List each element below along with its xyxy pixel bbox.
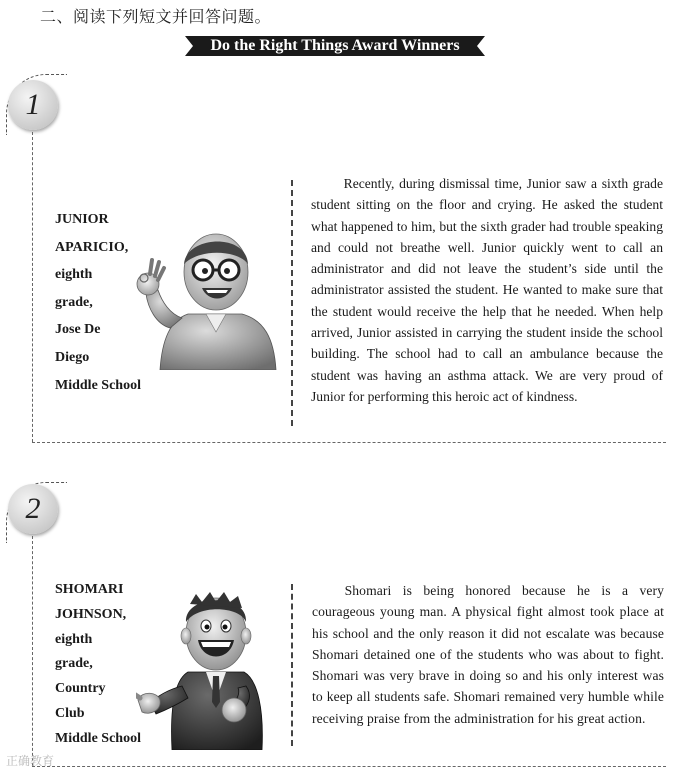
number-badge-2-label: 2 xyxy=(25,492,41,525)
cartoon-man-suit-pointing-illustration xyxy=(136,590,286,750)
winner-2-paragraph: Shomari is being honored because he is a very courageous young man. A physical fight almost took place at his school and the only reason it did not escalate was because Shomari detained one of the students who was about to fight. Shomari was very brave in doing so and his only interest was to keep all students safe. Shomari remained very humble while receiving praise from the administration for his great action. xyxy=(312,583,664,726)
winner-1-name-line: APARICIO, xyxy=(55,239,129,255)
section-2-bottom-border xyxy=(32,766,666,767)
section-1-bottom-border xyxy=(32,442,666,443)
winner-1-name-line: grade, xyxy=(55,294,93,310)
section-2-left-border xyxy=(32,536,33,766)
winner-2-name-line: Country xyxy=(55,681,106,697)
title-banner xyxy=(185,36,485,56)
watermark: 正确教育 xyxy=(6,754,55,768)
winner-2-name-line: eighth xyxy=(55,631,93,647)
number-badge-2 xyxy=(8,484,58,534)
section-instruction: 二、阅读下列短文并回答问题。 xyxy=(40,9,272,26)
winner-1-name-line: eighth xyxy=(55,267,93,283)
winner-1-name-line: Middle School xyxy=(55,377,141,393)
section-1-left-border xyxy=(32,132,33,442)
winner-2-name-line: SHOMARI xyxy=(55,582,124,597)
winner-2-name-line: grade, xyxy=(55,656,93,672)
winner-1-name-line: Diego xyxy=(55,349,90,365)
winner-2-name-block xyxy=(55,578,141,752)
winner-2-name-line: Club xyxy=(55,705,85,721)
number-badge-1-label: 1 xyxy=(25,88,41,121)
cartoon-boy-glasses-illustration xyxy=(130,228,280,370)
winner-1-paragraph: Recently, during dismissal time, Junior saw a sixth grade student sitting on the floor and crying. He asked the student what happened to him, but the sixth grader had trouble speaking and could not breathe well. Junior quickly went to call an administrator and did not leave the student’s side until the administrator assisted the student. He wanted to make sure that the student would receive the help that he needed. When help arrived, Junior assisted in carrying the student inside the school building. The school had to call an ambulance because the student was having an asthma attack. We are very proud of Junior for performing this heroic act of kindness. xyxy=(311,176,663,404)
winner-2-name-line: JOHNSON, xyxy=(55,606,127,622)
number-badge-1 xyxy=(8,80,58,130)
section-1-column-separator xyxy=(291,180,293,426)
winner-2-name-line: Middle School xyxy=(55,730,141,746)
banner-title: Do the Right Things Award Winners xyxy=(210,37,460,54)
winner-1-name-block xyxy=(55,206,141,399)
winner-1-name-line: Jose De xyxy=(55,322,101,338)
winner-1-name-line: JUNIOR xyxy=(55,212,109,227)
section-2-column-separator xyxy=(291,584,293,746)
